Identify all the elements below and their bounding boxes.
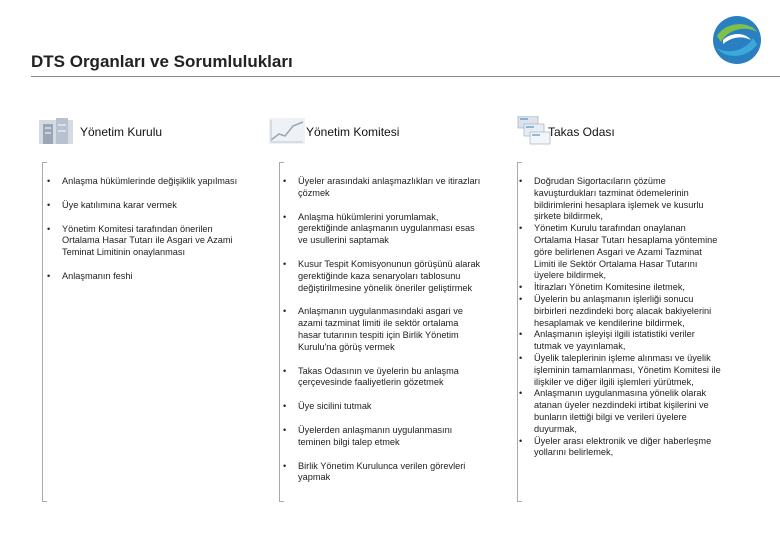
list-item: • Anlaşmanın uygulanmasına yönelik olarak atanan üyeler nezdindeki irtibat kişilerini ve bunların ilettiği bilgi ve verileri üyelere duyurmak, <box>517 388 722 435</box>
column-heading: Takas Odası <box>548 125 615 139</box>
column-header-yonetim-kurulu <box>37 116 207 146</box>
page-title: DTS Organları ve Sorumlulukları <box>31 52 293 71</box>
list-item: • Üyeler arası elektronik ve diğer haberleşme yollarını belirlemek, <box>517 436 722 460</box>
list-item: • Yönetim Kurulu tarafından onaylanan Ortalama Hasar Tutarı hesaplama yöntemine göre belirlenen Asgari ve Azami Tazminat Limiti ile Sektör Ortalama Hasar Tutarını üyelere bildirmek, <box>517 223 722 282</box>
list-item: • Takas Odasının ve üyelerin bu anlaşma çerçevesinde faaliyetlerin gözetmek <box>281 366 481 390</box>
chart-document-icon <box>267 116 307 146</box>
column-heading: Yönetim Kurulu <box>80 125 163 139</box>
list-item: • Üye sicilini tutmak <box>281 401 481 413</box>
list-item: • Üyelik taleplerinin işleme alınması ve üyelik işleminin tamamlanması, Yönetim Komitesi ile ilişkiler ve diğer ilgili işlemleri yürütmek, <box>517 353 722 388</box>
list-item: • Kusur Tespit Komisyonunun görüşünü alarak gerektiğinde kaza senaryoları tablosunu değiştirilmesine yönelik öneriler geliştirmek <box>281 259 481 294</box>
swirl-logo-icon <box>711 14 763 66</box>
list-takas-odasi <box>517 176 722 459</box>
list-yonetim-kurulu <box>45 176 245 295</box>
list-item: • Doğrudan Sigortacıların çözüme kavuşturdukları tazminat ödemelerinin bildirimlerini hesaplara işlemek ve kusurlu şirkete bildirmek, <box>517 176 722 223</box>
list-item: • Üyelerden anlaşmanın uygulanmasını teminen bilgi talep etmek <box>281 425 481 449</box>
column-heading: Yönetim Komitesi <box>306 125 400 139</box>
list-item: • Yönetim Komitesi tarafından önerilen Ortalama Hasar Tutarı ile Asgari ve Azami Teminat Limitinin onaylanması <box>45 224 245 259</box>
column-header-yonetim-komitesi <box>267 116 437 146</box>
building-icon <box>37 116 77 146</box>
list-item: • Birlik Yönetim Kurulunca verilen görevleri yapmak <box>281 461 481 485</box>
title-divider <box>31 76 780 77</box>
list-item: • Anlaşmanın işleyişi ilgili istatistiki veriler tutmak ve yayınlamak, <box>517 329 722 353</box>
column-header-takas-odasi <box>516 116 646 146</box>
list-item: • Üye katılımına karar vermek <box>45 200 245 212</box>
list-item: • İtirazları Yönetim Komitesine iletmek, <box>517 282 722 294</box>
list-item: • Anlaşma hükümlerini yorumlamak, gerektiğinde anlaşmanın uygulanması esas ve usullerini saptamak <box>281 212 481 247</box>
list-yonetim-komitesi <box>281 176 481 496</box>
list-item: • Anlaşmanın feshi <box>45 271 245 283</box>
list-item: • Üyelerin bu anlaşmanın işlerliği sonucu birbirleri nezdindeki borç alacak bakiyelerini hesaplamak ve kendilerine bildirmek, <box>517 294 722 329</box>
list-item: • Üyeler arasındaki anlaşmazlıkları ve itirazları çözmek <box>281 176 481 200</box>
list-item: • Anlaşma hükümlerinde değişiklik yapılması <box>45 176 245 188</box>
list-item: • Anlaşmanın uygulanmasındaki asgari ve azami tazminat limiti ile sektör ortalama hasar tutarının tespiti için Birlik Yönetim Kurulu'na görüş vermek <box>281 306 481 353</box>
